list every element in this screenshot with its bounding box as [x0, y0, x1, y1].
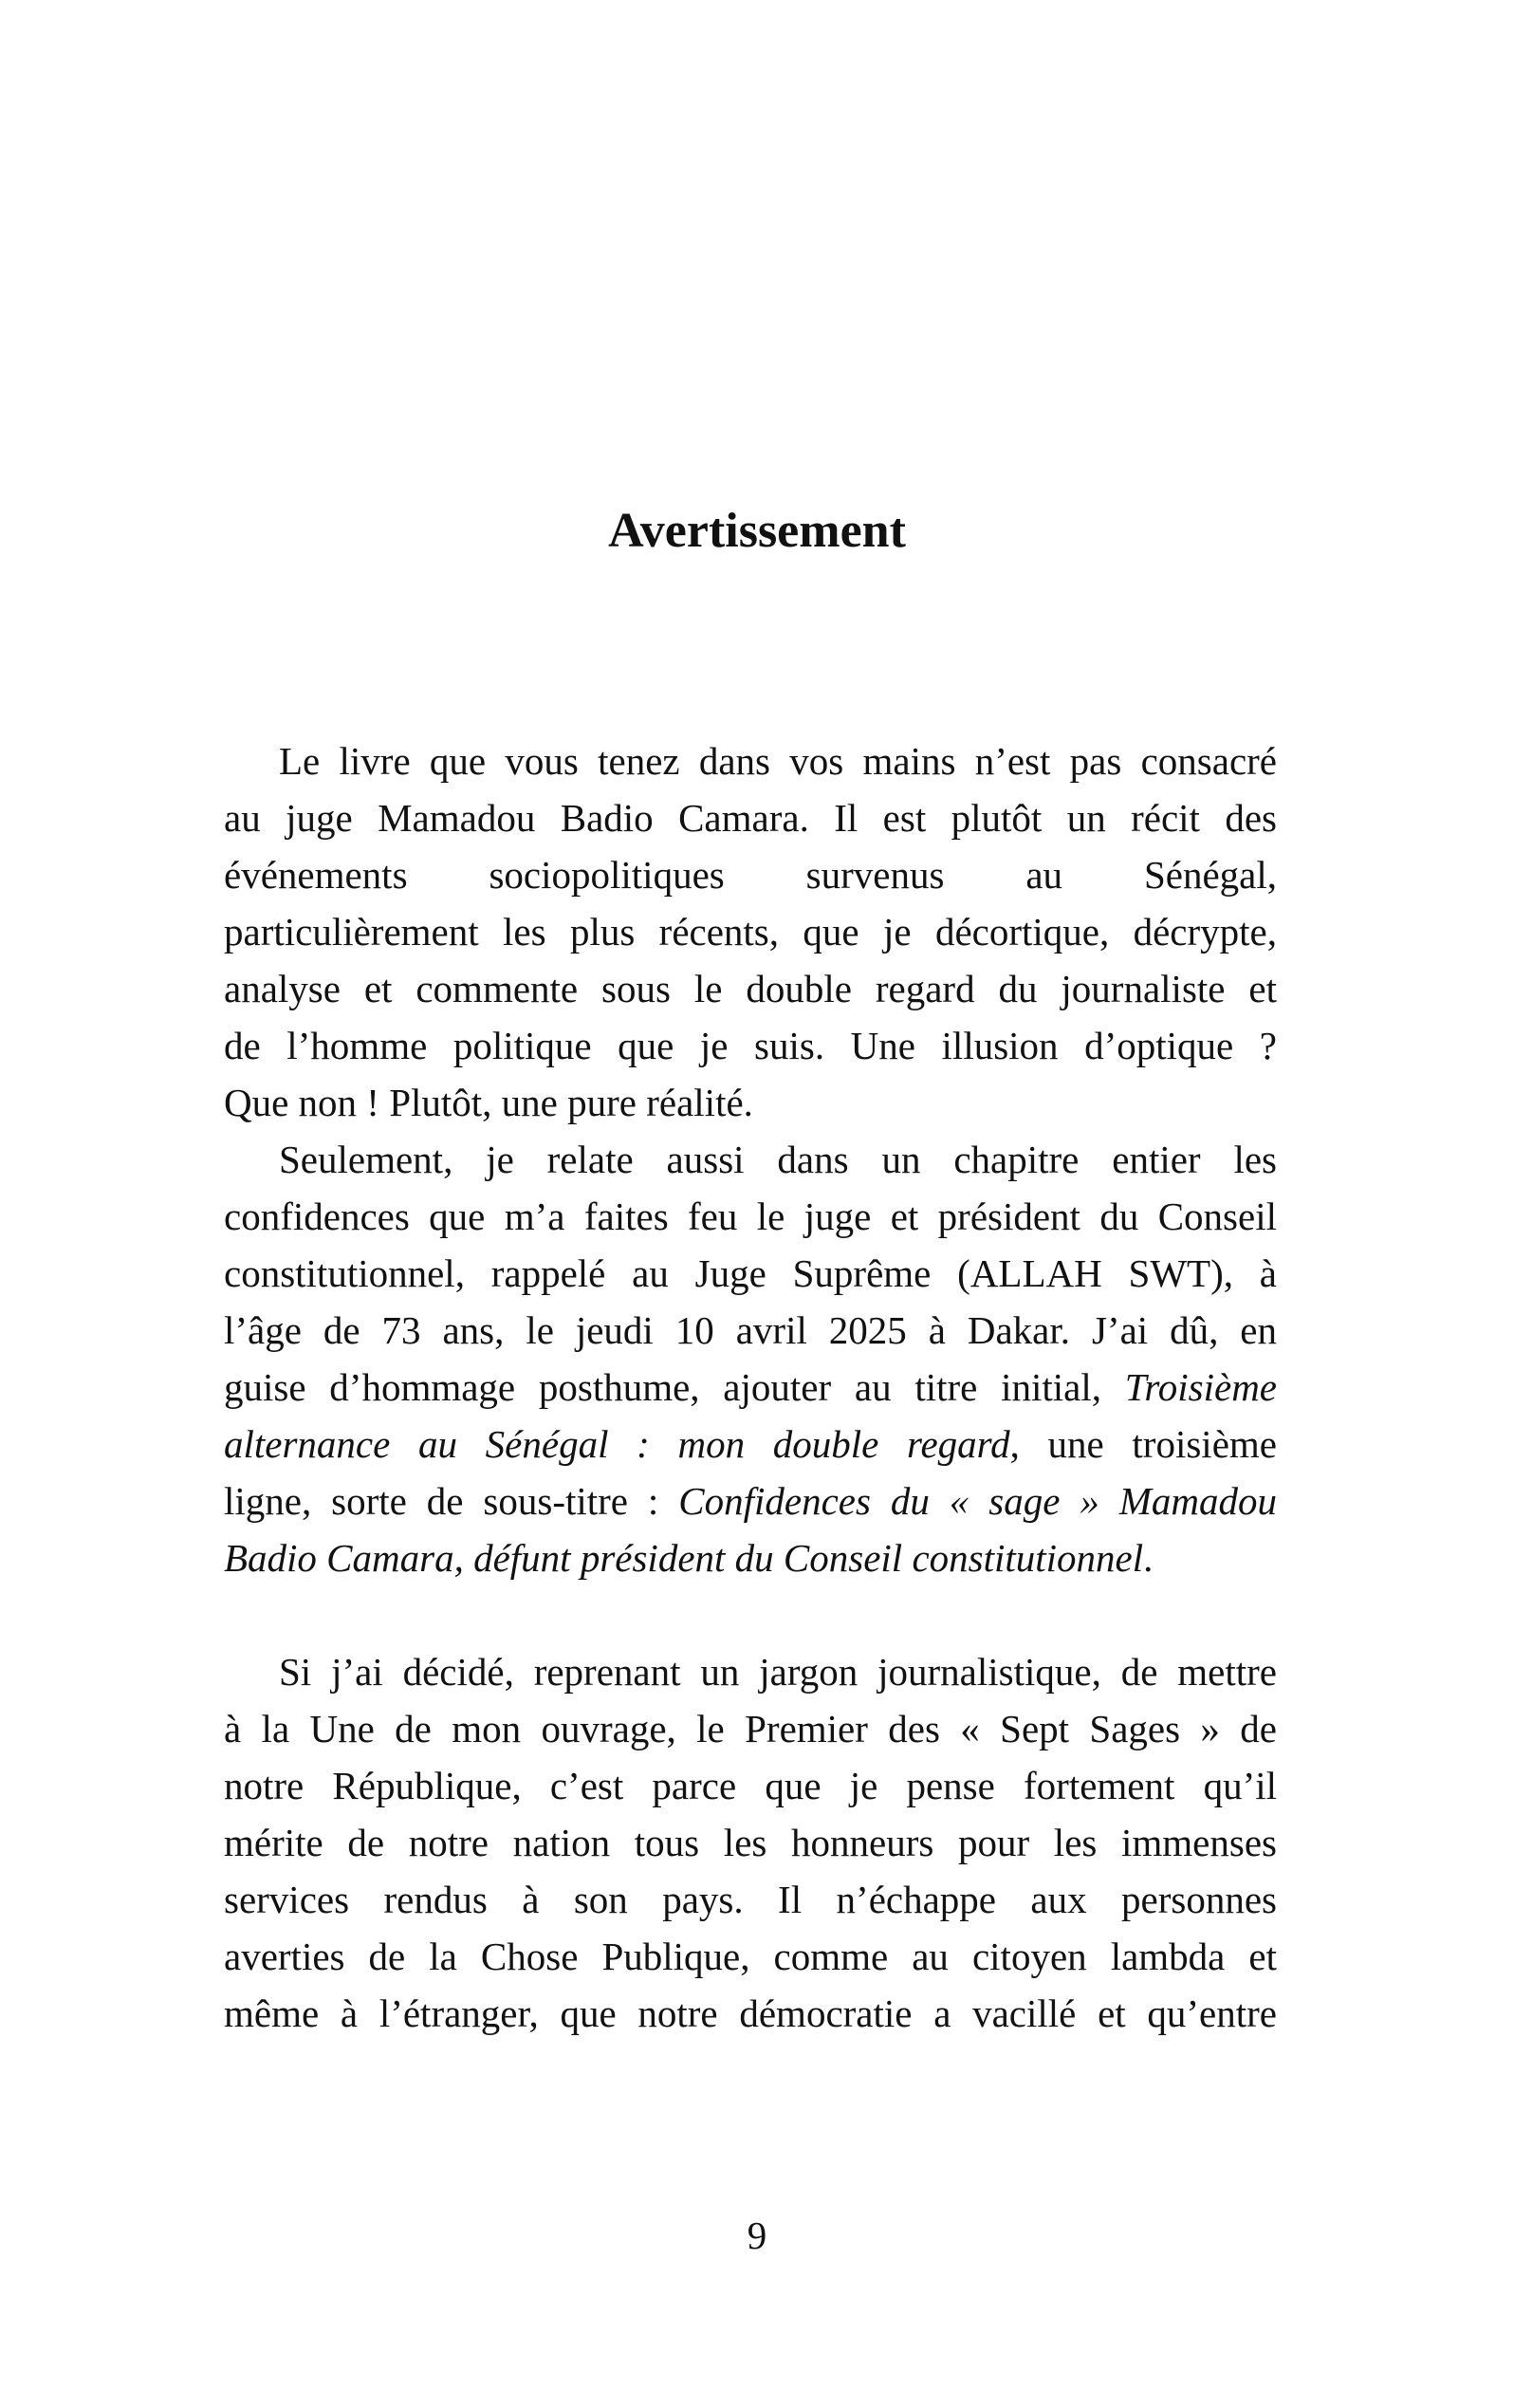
- text-run: .: [1143, 1536, 1154, 1580]
- text-line: particulièrement les plus récents, que je décortique, décrypte,: [224, 910, 1277, 954]
- text-line: Si j’ai décidé, reprenant un jargon journalistique, de mettre: [279, 1650, 1277, 1694]
- book-title-italic: Troisième: [1124, 1365, 1277, 1409]
- section-break: [224, 1586, 1277, 1643]
- text-line: confidences que m’a faites feu le juge et président du Conseil: [224, 1195, 1277, 1238]
- text-line: [224, 1359, 1277, 1416]
- text-line: au juge Mamadou Badio Camara. Il est plutôt un récit des: [224, 796, 1277, 840]
- text-line: [224, 1529, 1277, 1586]
- subtitle-italic: Badio Camara, défunt président du Conseil constitutionnel: [224, 1536, 1144, 1580]
- text-line: mérite de notre nation tous les honneurs pour les immenses: [224, 1821, 1277, 1864]
- paragraph-3: [224, 1643, 1277, 2042]
- body-text: [224, 732, 1277, 2042]
- text-line: événements sociopolitiques survenus au Sénégal,: [224, 853, 1277, 897]
- text-line: constitutionnel, rappelé au Juge Suprême (ALLAH SWT), à: [224, 1251, 1277, 1295]
- text-line: Seulement, je relate aussi dans un chapitre entier les: [279, 1138, 1277, 1181]
- paragraph-2: [224, 1131, 1277, 1586]
- text-line: services rendus à son pays. Il n’échappe aux personnes: [224, 1878, 1277, 1921]
- subtitle-italic: Confidences du « sage » Mamadou: [678, 1479, 1278, 1523]
- text-line: analyse et commente sous le double regard du journaliste et: [224, 967, 1277, 1010]
- text-line: Le livre que vous tenez dans vos mains n’est pas consacré: [279, 739, 1277, 783]
- text-line: [224, 1416, 1277, 1473]
- text-line: averties de la Chose Publique, comme au citoyen lambda et: [224, 1935, 1277, 1978]
- page-number: 9: [747, 2214, 767, 2257]
- text-line: Que non ! Plutôt, une pure réalité.: [224, 1081, 753, 1124]
- text-run: , une troisième: [1009, 1422, 1277, 1466]
- text-line: l’âge de 73 ans, le jeudi 10 avril 2025 à Dakar. J’ai dû, en: [224, 1308, 1277, 1352]
- text-line: à la Une de mon ouvrage, le Premier des « Sept Sages » de: [224, 1707, 1277, 1750]
- paragraph-1: [224, 732, 1277, 1131]
- text-line: de l’homme politique que je suis. Une illusion d’optique ?: [224, 1024, 1277, 1067]
- text-run: guise d’hommage posthume, ajouter au titre initial,: [224, 1365, 1125, 1409]
- text-run: ligne, sorte de sous-titre :: [224, 1479, 679, 1523]
- text-line: même à l’étranger, que notre démocratie a vacillé et qu’entre: [224, 1991, 1277, 2035]
- page-title: Avertissement: [608, 504, 906, 558]
- text-line: notre République, c’est parce que je pense fortement qu’il: [224, 1764, 1277, 1807]
- book-title-italic: alternance au Sénégal : mon double regard: [224, 1422, 1010, 1466]
- text-line: [224, 1473, 1277, 1529]
